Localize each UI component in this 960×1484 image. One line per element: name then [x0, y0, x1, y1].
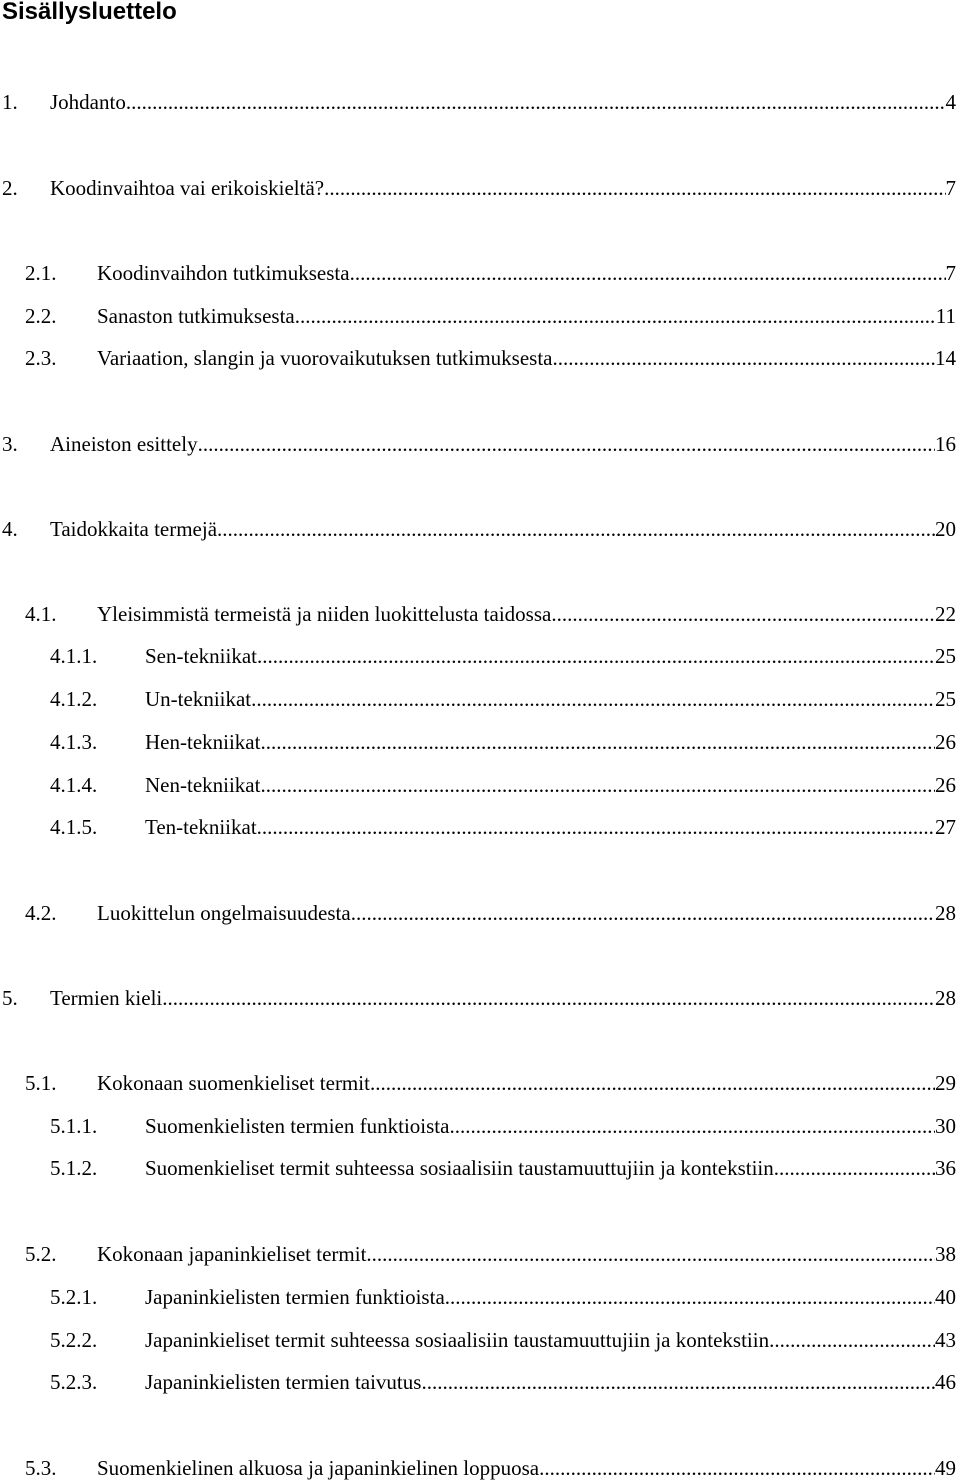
- toc-entry-text: Sanaston tutkimuksesta: [97, 304, 295, 328]
- toc-entry[interactable]: [0, 173, 960, 203]
- toc-entry-leader: [260, 770, 935, 800]
- toc-entry-leader: [162, 983, 935, 1013]
- toc-entry-text: Johdanto: [50, 90, 126, 114]
- toc-entry-page: 28: [935, 901, 956, 925]
- toc-entry-page: 36: [935, 1156, 956, 1180]
- toc-entry-text: Hen-tekniikat: [145, 730, 261, 754]
- toc-entry-text: Ten-tekniikat: [145, 815, 257, 839]
- toc-entry-leader: [257, 812, 935, 842]
- toc-entry-number: 5.3.: [25, 1456, 57, 1480]
- toc-entry-page: 7: [945, 261, 956, 285]
- toc-entry-page: 11: [935, 304, 956, 328]
- toc-entry[interactable]: [0, 1111, 960, 1141]
- toc-entry-page: 25: [935, 687, 956, 711]
- toc-entry-number: 5.1.1.: [50, 1114, 98, 1138]
- toc-entry-number: 5.1.: [25, 1071, 57, 1095]
- toc-entry-number: 5.1.2.: [50, 1156, 98, 1180]
- toc-entry[interactable]: [0, 1453, 960, 1483]
- toc-entry[interactable]: [0, 429, 960, 459]
- toc-entry-text: Termien kieli: [50, 986, 163, 1010]
- toc-entry-text: Japaninkielisten termien taivutus: [145, 1370, 422, 1394]
- toc-entry-page: 38: [935, 1242, 956, 1266]
- toc-entry-text: Suomenkielinen alkuosa ja japaninkielinen loppuosa: [97, 1456, 540, 1480]
- toc-entry[interactable]: [0, 1325, 960, 1355]
- toc-entry-text: Aineiston esittely: [50, 432, 198, 456]
- toc-entry-number: 5.2.: [25, 1242, 57, 1266]
- toc-entry[interactable]: [0, 1367, 960, 1397]
- toc-entry-leader: [445, 1282, 935, 1312]
- toc-entry-number: 5.: [2, 986, 18, 1010]
- toc-entry[interactable]: [0, 1282, 960, 1312]
- toc-entry-number: 4.1.: [25, 602, 57, 626]
- toc-entry-page: 26: [935, 730, 956, 754]
- toc-entry-text: Nen-tekniikat: [145, 773, 261, 797]
- toc-entry[interactable]: [0, 1153, 960, 1183]
- toc-entry-page: 30: [935, 1114, 956, 1138]
- toc-entry-page: 46: [935, 1370, 956, 1394]
- toc-entry[interactable]: [0, 898, 960, 928]
- toc-entry-leader: [217, 514, 935, 544]
- toc-entry-leader: [351, 898, 935, 928]
- toc-entry-page: 29: [935, 1071, 956, 1095]
- toc-entry[interactable]: [0, 343, 960, 373]
- toc-entry-number: 5.2.3.: [50, 1370, 98, 1394]
- toc-entry-number: 4.1.3.: [50, 730, 98, 754]
- toc-entry-leader: [126, 87, 946, 117]
- toc-entry-number: 5.2.2.: [50, 1328, 98, 1352]
- toc-entry-number: 5.2.1.: [50, 1285, 98, 1309]
- toc-entry-leader: [769, 1325, 935, 1355]
- toc-entry-number: 4.2.: [25, 901, 57, 925]
- toc-entry-text: Japaninkielisten termien funktioista: [145, 1285, 445, 1309]
- toc-entry-page: 4: [945, 90, 956, 114]
- toc-entry-text: Un-tekniikat: [145, 687, 252, 711]
- toc-entry-text: Suomenkielisten termien funktioista: [145, 1114, 450, 1138]
- toc-entry-number: 2.1.: [25, 261, 57, 285]
- toc-entry-text: Variaation, slangin ja vuorovaikutuksen tutkimuksesta: [97, 346, 553, 370]
- toc-entry-leader: [295, 301, 936, 331]
- toc-entry-page: 14: [935, 346, 956, 370]
- toc-entry-text: Kokonaan japaninkieliset termit: [97, 1242, 367, 1266]
- toc-entry[interactable]: [0, 1068, 960, 1098]
- toc-entry[interactable]: [0, 258, 960, 288]
- toc-entry-leader: [251, 684, 935, 714]
- toc-entry[interactable]: [0, 641, 960, 671]
- toc-entry[interactable]: [0, 727, 960, 757]
- toc-entry-page: 43: [935, 1328, 956, 1352]
- toc-entry-number: 4.: [2, 517, 18, 541]
- toc-entry-leader: [198, 429, 935, 459]
- toc-entry[interactable]: [0, 514, 960, 544]
- toc-entry-number: 4.1.5.: [50, 815, 98, 839]
- toc-entry[interactable]: [0, 770, 960, 800]
- toc-entry-text: Yleisimmistä termeistä ja niiden luokittelusta taidossa: [97, 602, 552, 626]
- toc-entry-number: 4.1.2.: [50, 687, 98, 711]
- toc-entry-number: 3.: [2, 432, 18, 456]
- toc-entry-text: Koodinvaihdon tutkimuksesta: [97, 261, 350, 285]
- toc-entry[interactable]: [0, 812, 960, 842]
- toc-title: Sisällysluettelo: [2, 0, 177, 25]
- toc-entry-page: 22: [935, 602, 956, 626]
- toc-entry-text: Japaninkieliset termit suhteessa sosiaalisiin taustamuuttujiin ja kontekstiin: [145, 1328, 770, 1352]
- toc-entry-page: 28: [935, 986, 956, 1010]
- toc-entry-page: 7: [945, 176, 956, 200]
- toc-entry-leader: [350, 258, 946, 288]
- toc-entry-leader: [324, 173, 945, 203]
- toc-entry-leader: [553, 343, 936, 373]
- toc-entry-leader: [421, 1367, 935, 1397]
- toc-entry-text: Taidokkaita termejä: [50, 517, 218, 541]
- toc-entry-leader: [366, 1239, 935, 1269]
- toc-entry[interactable]: [0, 1239, 960, 1269]
- toc-entry-text: Koodinvaihtoa vai erikoiskieltä?: [50, 176, 325, 200]
- toc-entry-text: Sen-tekniikat: [145, 644, 257, 668]
- toc-entry[interactable]: [0, 301, 960, 331]
- toc-entry-leader: [257, 641, 935, 671]
- toc-entry-leader: [370, 1068, 935, 1098]
- toc-entry-page: 26: [935, 773, 956, 797]
- toc-entry-leader: [551, 599, 935, 629]
- toc-entry[interactable]: [0, 983, 960, 1013]
- toc-entry-leader: [260, 727, 935, 757]
- toc-entry[interactable]: [0, 684, 960, 714]
- toc-entry-number: 2.3.: [25, 346, 57, 370]
- toc-entry-text: Luokittelun ongelmaisuudesta: [97, 901, 351, 925]
- toc-entry-leader: [774, 1153, 935, 1183]
- toc-entry-leader: [539, 1453, 935, 1483]
- toc-entry[interactable]: [0, 599, 960, 629]
- toc-entry-text: Suomenkieliset termit suhteessa sosiaalisiin taustamuuttujiin ja kontekstiin: [145, 1156, 774, 1180]
- toc-entry-page: 25: [935, 644, 956, 668]
- toc-entry-page: 27: [935, 815, 956, 839]
- toc-entry-number: 4.1.1.: [50, 644, 98, 668]
- toc-entry-page: 20: [935, 517, 956, 541]
- toc-entry-number: 1.: [2, 90, 18, 114]
- toc-entry-leader: [449, 1111, 935, 1141]
- toc-entry-page: 16: [935, 432, 956, 456]
- toc-entry-text: Kokonaan suomenkieliset termit: [97, 1071, 370, 1095]
- toc-entry-number: 2.2.: [25, 304, 57, 328]
- toc-entry-number: 4.1.4.: [50, 773, 98, 797]
- toc-entry-page: 40: [935, 1285, 956, 1309]
- toc-entry[interactable]: [0, 87, 960, 117]
- toc-entry-page: 49: [935, 1456, 956, 1480]
- toc-entry-number: 2.: [2, 176, 18, 200]
